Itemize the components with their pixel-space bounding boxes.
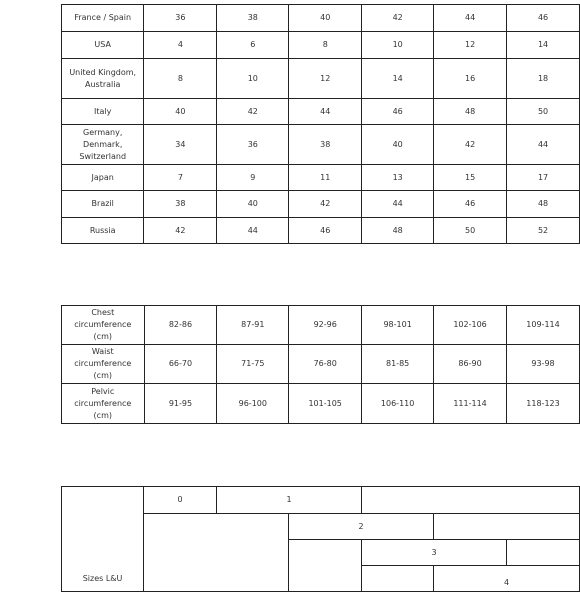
table-row [62,384,580,424]
table-row [62,32,580,59]
measurement-value: 71-75 [217,345,289,384]
measurement-value: 106-110 [362,384,434,424]
size-value: 44 [507,125,580,165]
size-value: 40 [217,191,289,218]
table-row [62,165,580,191]
body-measurements-table [61,305,580,424]
size-value: 48 [362,218,434,244]
measurement-value: 109-114 [507,306,580,345]
measurement-value: 91-95 [144,384,217,424]
country-label: Italy [62,99,144,125]
measurement-value: 87-91 [217,306,289,345]
country-label: France / Spain [62,5,144,32]
country-label: Brazil [62,191,144,218]
size-value: 40 [144,99,217,125]
country-label: Russia [62,218,144,244]
size-value: 38 [217,5,289,32]
country-label: Germany, Denmark, Switzerland [62,125,144,165]
sizes-lu-label: Sizes L&U [82,574,123,583]
size-value: 44 [217,218,289,244]
table-row [62,345,580,384]
size-value: 14 [362,59,434,99]
size-value: 42 [144,218,217,244]
size-value: 42 [217,99,289,125]
measurement-value: 111-114 [434,384,507,424]
size-value: 50 [507,99,580,125]
measurement-value: 86-90 [434,345,507,384]
table-row [62,487,580,514]
size-value: 7 [144,165,217,191]
size-value: 16 [434,59,507,99]
size-value: 38 [289,125,362,165]
size-step: 3 [362,540,507,566]
table-row [62,99,580,125]
measurement-value: 76-80 [289,345,362,384]
measurement-value: 81-85 [362,345,434,384]
size-step: 2 [289,514,434,540]
measurement-value: 101-105 [289,384,362,424]
size-value: 48 [507,191,580,218]
measurement-value: 66-70 [144,345,217,384]
size-value: 17 [507,165,580,191]
size-value: 44 [289,99,362,125]
size-value: 6 [217,32,289,59]
size-value: 18 [507,59,580,99]
size-value: 50 [434,218,507,244]
size-value: 12 [289,59,362,99]
size-conversion-table [61,4,580,244]
measurement-value: 98-101 [362,306,434,345]
size-value: 46 [507,5,580,32]
empty-cell [362,566,434,592]
size-value: 40 [289,5,362,32]
size-value: 36 [144,5,217,32]
size-value: 15 [434,165,507,191]
size-value: 10 [362,32,434,59]
size-value: 12 [434,32,507,59]
country-label: United Kingdom, Australia [62,59,144,99]
size-value: 14 [507,32,580,59]
size-step: 0 [144,487,217,514]
table-row [62,306,580,345]
size-step-cell [434,566,580,592]
measurement-label: Waist circumference (cm) [62,345,145,384]
table-row [62,59,580,99]
measurement-value: 118-123 [507,384,580,424]
size-value: 48 [434,99,507,125]
size-value: 40 [362,125,434,165]
size-value: 36 [217,125,289,165]
size-value: 8 [289,32,362,59]
size-value: 42 [362,5,434,32]
empty-cell [144,514,289,592]
empty-cell [289,540,362,592]
size-value: 42 [434,125,507,165]
measurement-value: 82-86 [144,306,217,345]
size-value: 13 [362,165,434,191]
size-value: 44 [434,5,507,32]
table-row [62,218,580,244]
table-row [62,191,580,218]
size-value: 4 [144,32,217,59]
measurement-label: Chest circumference (cm) [62,306,145,345]
size-value: 34 [144,125,217,165]
table-row [62,5,580,32]
size-value: 52 [507,218,580,244]
empty-cell [434,514,580,540]
size-value: 8 [144,59,217,99]
size-step: 1 [217,487,362,514]
measurement-value: 92-96 [289,306,362,345]
sizes-lu-label-cell [62,487,144,592]
empty-cell [362,487,580,514]
size-value: 11 [289,165,362,191]
size-value: 42 [289,191,362,218]
size-value: 46 [289,218,362,244]
measurement-label: Pelvic circumference (cm) [62,384,145,424]
size-value: 46 [434,191,507,218]
size-value: 44 [362,191,434,218]
size-value: 9 [217,165,289,191]
measurement-value: 93-98 [507,345,580,384]
size-step: 4 [503,577,510,587]
lu-sizes-table [61,486,580,592]
country-label: Japan [62,165,144,191]
country-label: USA [62,32,144,59]
measurement-value: 102-106 [434,306,507,345]
measurement-value: 96-100 [217,384,289,424]
size-value: 38 [144,191,217,218]
size-value: 10 [217,59,289,99]
table-row [62,125,580,165]
empty-cell [507,540,580,566]
size-value: 46 [362,99,434,125]
